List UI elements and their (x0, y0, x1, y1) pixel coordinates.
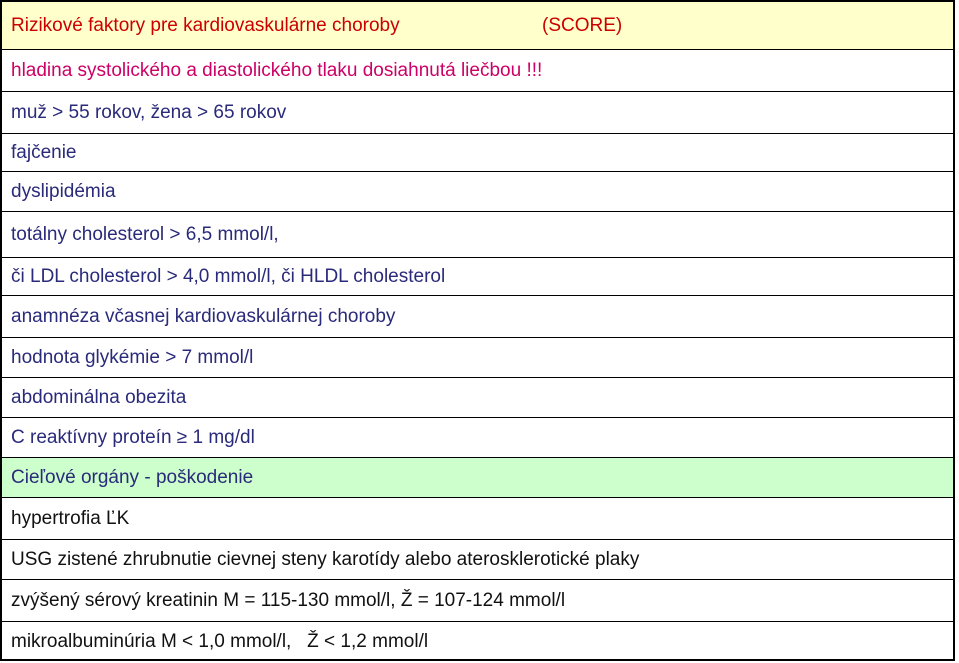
table-row (2, 622, 953, 661)
table-title: Rizikové faktory pre kardiovaskulárne choroby (11, 14, 400, 36)
row-text: anamnéza včasnej kardiovaskulárnej choroby (11, 305, 396, 327)
row-text: abdominálna obezita (11, 386, 187, 408)
row-text: C reaktívny proteín ≥ 1 mg/dl (11, 426, 255, 448)
table-row (2, 92, 953, 134)
section-header-row (2, 458, 953, 498)
table-row (2, 378, 953, 418)
table-row (2, 338, 953, 378)
table-row (2, 498, 953, 540)
table-header-row (2, 2, 953, 50)
table-row (2, 50, 953, 92)
row-text: hypertrofia ĽK (11, 507, 130, 529)
table-row (2, 212, 953, 258)
row-text: či LDL cholesterol > 4,0 mmol/l, či HLDL cholesterol (11, 265, 446, 287)
row-text: zvýšený sérový kreatinin M = 115-130 mmol/l, Ž = 107-124 mmol/l (11, 589, 566, 611)
row-text: dyslipidémia (11, 180, 116, 202)
row-text: totálny cholesterol > 6,5 mmol/l, (11, 223, 279, 245)
table-row (2, 580, 953, 622)
table-row (2, 540, 953, 580)
table-row (2, 258, 953, 296)
row-text: hodnota glykémie > 7 mmol/l (11, 346, 254, 368)
row-text: fajčenie (11, 141, 77, 163)
table-row (2, 418, 953, 458)
row-text: USG zistené zhrubnutie cievnej steny karotídy alebo aterosklerotické plaky (11, 548, 640, 570)
row-text: hladina systolického a diastolického tlaku dosiahnutá liečbou !!! (11, 59, 543, 81)
row-text: muž > 55 rokov, žena > 65 rokov (11, 101, 287, 123)
table-row (2, 296, 953, 338)
score-label: (SCORE) (542, 14, 623, 36)
table-row (2, 134, 953, 172)
section-title: Cieľové orgány - poškodenie (11, 466, 254, 488)
table-row (2, 172, 953, 212)
row-text: mikroalbuminúria M < 1,0 mmol/l, Ž < 1,2 mmol/l (11, 630, 429, 652)
